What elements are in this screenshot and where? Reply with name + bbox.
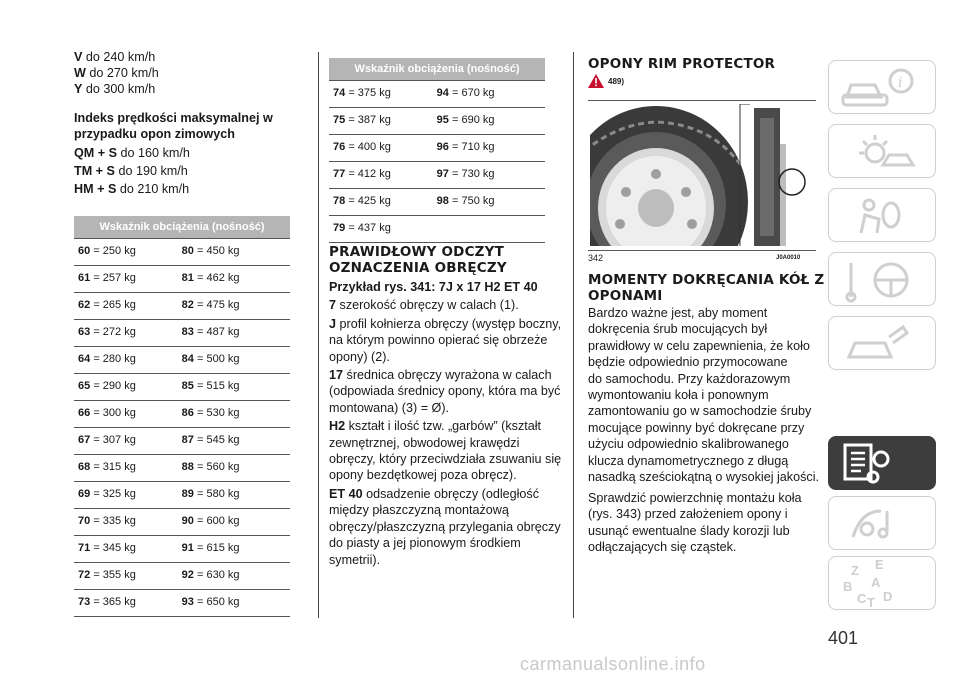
table-cell: 80 = 450 kg <box>181 245 240 257</box>
table-cell: 73 = 365 kg <box>78 596 136 608</box>
table-cell: 64 = 280 kg <box>78 353 136 365</box>
table-header: Wskaźnik obciążenia (nośność) <box>329 58 545 80</box>
tab-safety[interactable] <box>828 188 936 242</box>
table-row <box>74 536 290 563</box>
table-cell: 76 = 400 kg <box>333 141 391 153</box>
index-letter: C <box>857 591 867 606</box>
table-row <box>74 347 290 374</box>
index-letter: E <box>875 557 884 572</box>
rim-marking-section <box>329 244 569 570</box>
table-cell: 60 = 250 kg <box>78 245 136 257</box>
table-cell: 90 = 600 kg <box>181 515 240 527</box>
table-row <box>329 162 545 189</box>
rim-marking-item: H2 kształt i ilość tzw. „garbów” (kształt zewnętrznej, obwodowej krawędzi obręczy, który przeciwdziała zsuwaniu się opony bezdętkowej poza obręcz). <box>329 419 562 483</box>
winter-speed-list <box>74 145 294 197</box>
winter-speed-title: Indeks prędkości maksymalnej w przypadku opon zimowych <box>74 111 273 141</box>
index-letter: T <box>867 595 875 610</box>
index-letter: B <box>843 579 853 594</box>
table-cell: 86 = 530 kg <box>181 407 240 419</box>
torque-paragraph: Bardzo ważne jest, aby moment dokręcenia śrub mocujących był prawidłowy w celu zapewnienia, że koło będzie odpowiednio przymocowane do samochodu. Przy każdorazowym wymontowaniu koła i ponownym zamontowaniu go w samochodzie śruby mocujące powinny być dokręcane przy użyciu odpowiednio skalibrowanego klucza dynamometrycznego z długą nasadką sześciokątną o wysokiej jakości. <box>588 306 819 485</box>
rim-marking-item: 17 średnica obręczy wyrażona w calach (odpowiada średnicy opony, która ma być montowana) (3) = Ø). <box>329 368 561 415</box>
table-cell: 66 = 300 kg <box>78 407 136 419</box>
warning-triangle-icon <box>588 74 604 88</box>
example-line: Przykład rys. 341: 7J x 17 H2 ET 40 <box>329 280 538 294</box>
table-cell: 78 = 425 kg <box>333 195 391 207</box>
table-cell: 68 = 315 kg <box>78 461 136 473</box>
index-letter: A <box>871 575 881 590</box>
rim-marking-item: 7 szerokość obręczy w calach (1). <box>329 298 519 313</box>
column-divider <box>573 52 574 618</box>
table-cell <box>433 216 545 242</box>
table-cell: 81 = 462 kg <box>181 272 240 284</box>
table-cell: 96 = 710 kg <box>436 141 495 153</box>
table-cell: 84 = 500 kg <box>181 353 240 365</box>
table-row <box>74 401 290 428</box>
table-cell: 61 = 257 kg <box>78 272 136 284</box>
speed-line: HM + S do 210 km/h <box>74 182 190 196</box>
table-cell: 92 = 630 kg <box>181 569 240 581</box>
table-cell: 74 = 375 kg <box>333 87 391 99</box>
table-row <box>74 374 290 401</box>
page-number: 401 <box>828 628 859 648</box>
table-row <box>74 563 290 590</box>
tab-multimedia[interactable] <box>828 496 936 550</box>
table-row <box>74 266 290 293</box>
table-row <box>329 108 545 135</box>
table-cell: 79 = 437 kg <box>333 222 391 234</box>
safety-icon <box>829 189 937 243</box>
table-cell: 83 = 487 kg <box>181 326 240 338</box>
speed-line: Y do 300 km/h <box>74 82 156 96</box>
table-row <box>74 509 290 536</box>
car-info-icon <box>829 61 937 115</box>
rim-protector-illustration <box>590 104 814 246</box>
svg-text:i: i <box>898 75 903 91</box>
load-index-table <box>329 58 545 243</box>
table-cell: 72 = 355 kg <box>78 569 136 581</box>
table-row <box>74 320 290 347</box>
tab-car-info[interactable] <box>828 60 936 114</box>
emergency-icon <box>829 317 937 371</box>
table-cell: 77 = 412 kg <box>333 168 391 180</box>
table-cell: 75 = 387 kg <box>333 114 391 126</box>
multimedia-icon <box>829 497 937 551</box>
tab-steering[interactable] <box>828 252 936 306</box>
table-row <box>74 293 290 320</box>
speed-line: QM + S do 160 km/h <box>74 146 190 160</box>
table-row <box>329 135 545 162</box>
rim-marking-item: ET 40 odsadzenie obręczy (odległość między płaszczyzną montażową obręczy/płaszczyzną przylegania obręczy do piasty a jej pionowym środkiem symetrii). <box>329 486 561 567</box>
table-cell: 95 = 690 kg <box>436 114 495 126</box>
speed-line: TM + S do 190 km/h <box>74 164 188 178</box>
rim-protector-heading: OPONY RIM PROTECTOR <box>588 56 776 72</box>
mounting-paragraph: Sprawdzić powierzchnię montażu koła (rys. 343) przed założeniem opony i usunąć ewentualne ślady korozji lub odłączających się cząstek. <box>588 491 802 555</box>
tab-index[interactable] <box>828 556 936 610</box>
table-row <box>74 239 290 266</box>
warning-lights-icon <box>829 125 937 179</box>
figure-number: 342 <box>588 253 604 263</box>
table-cell: 65 = 290 kg <box>78 380 136 392</box>
index-letter: D <box>883 589 893 604</box>
table-row <box>74 590 290 617</box>
index-letter: Z <box>851 563 859 578</box>
speed-line: V do 240 km/h <box>74 50 156 64</box>
table-cell: 89 = 580 kg <box>181 488 240 500</box>
table-cell: 93 = 650 kg <box>181 596 240 608</box>
table-cell: 94 = 670 kg <box>436 87 495 99</box>
table-cell: 97 = 730 kg <box>436 168 495 180</box>
table-row <box>74 428 290 455</box>
index-icon <box>829 557 937 611</box>
torque-heading: MOMENTY DOKRĘCANIA KÓŁ Z OPONAMI <box>588 272 825 304</box>
tab-emergency[interactable] <box>828 316 936 370</box>
speed-line: W do 270 km/h <box>74 66 159 80</box>
table-row <box>74 455 290 482</box>
table-row <box>329 81 545 108</box>
rim-marking-item: J profil kołnierza obręczy (występ boczny, na którym powinno opierać się obrzeże opony) (2). <box>329 316 562 364</box>
table-cell: 85 = 515 kg <box>181 380 240 392</box>
steering-icon <box>829 253 937 307</box>
table-cell: 67 = 307 kg <box>78 434 136 446</box>
tab-maintenance[interactable] <box>828 436 936 490</box>
watermark: carmanualsonline.info <box>520 654 706 674</box>
table-cell: 63 = 272 kg <box>78 326 136 338</box>
table-cell: 70 = 335 kg <box>78 515 136 527</box>
table-row <box>329 189 545 216</box>
figure-code: J0A0010 <box>776 255 801 261</box>
warning-reference: 489) <box>588 74 624 88</box>
table-cell: 91 = 615 kg <box>181 542 240 554</box>
speed-list <box>74 49 159 97</box>
table-cell: 87 = 545 kg <box>181 434 240 446</box>
table-row <box>329 216 545 243</box>
table-cell: 88 = 560 kg <box>181 461 240 473</box>
column-divider <box>318 52 319 618</box>
table-cell: 82 = 475 kg <box>181 299 240 311</box>
table-cell: 62 = 265 kg <box>78 299 136 311</box>
maintenance-icon <box>829 437 937 491</box>
table-row <box>74 482 290 509</box>
rim-marking-list <box>329 297 569 568</box>
tab-warning-lights[interactable] <box>828 124 936 178</box>
table-cell: 71 = 345 kg <box>78 542 136 554</box>
load-index-table <box>74 216 290 617</box>
table-header: Wskaźnik obciążenia (nośność) <box>74 216 290 238</box>
table-cell: 98 = 750 kg <box>436 195 495 207</box>
section-heading: PRAWIDŁOWY ODCZYT OZNACZENIA OBRĘCZY <box>329 244 507 276</box>
table-cell: 69 = 325 kg <box>78 488 136 500</box>
